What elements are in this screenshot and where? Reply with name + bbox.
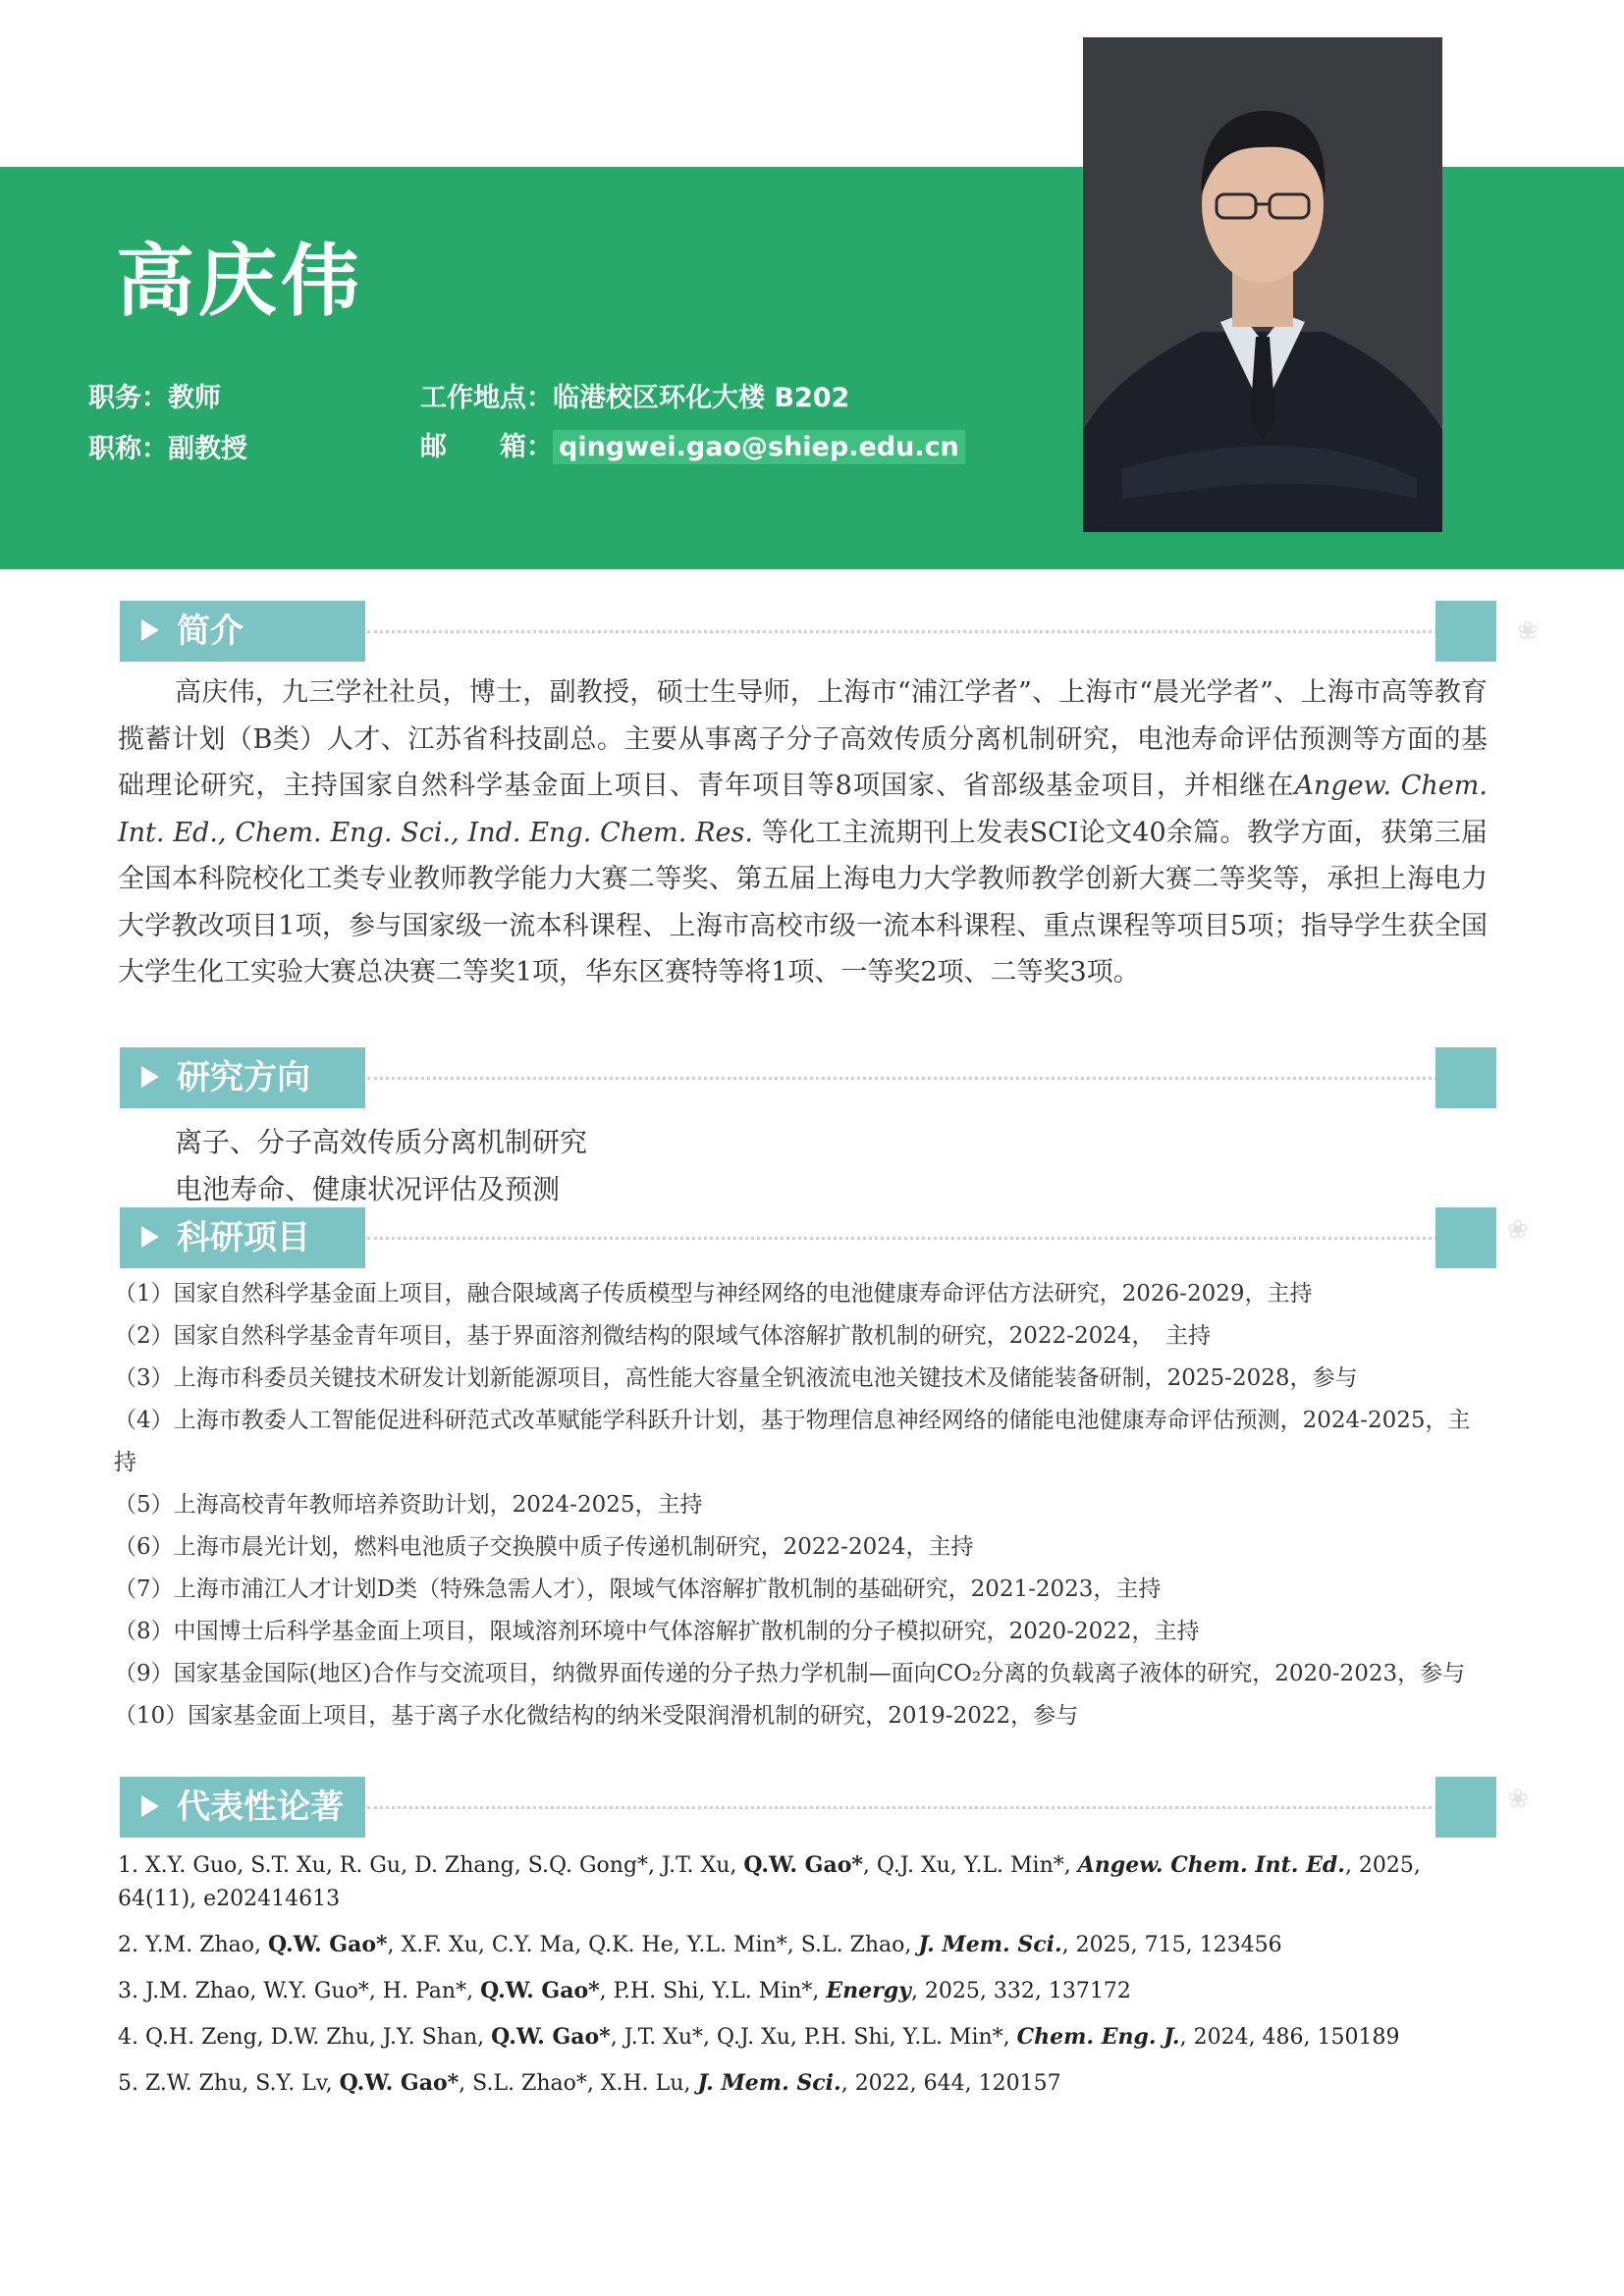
section-square-decor [1435,1207,1496,1268]
play-icon [141,1226,159,1248]
play-icon [141,619,159,641]
research-item: 电池寿命、健康状况评估及预测 [175,1173,561,1205]
dotted-divider [367,1077,1496,1080]
portrait-photo [1083,37,1442,532]
section-title-intro: 简介 [177,612,244,651]
person-name: 高庆伟 [116,236,363,327]
location-field [420,376,849,414]
intro-journals: Angew. Chem. Int. Ed., Chem. Eng. Sci., Ind. Eng. Chem. Res. [118,771,1488,848]
intro-paragraph: 高庆伟，九三学社社员，博士，副教授，硕士生导师，上海市“浦江学者”、上海市“晨光学者”、上海市高等教育揽蓄计划（B类）人才、江苏省科技副总。主要从事离子分子高效传质分离机制研究，电池寿命评估预测等方面的基础理论研究，主持国家自然科学基金面上项目、青年项目等8项国家、省部级基金项目，并相继在Angew. Chem. Int. Ed., Chem. Eng. Sci., Ind. Eng. Chem. Res. 等化工主流期刊上发表SCI论文40余篇。教学方面，获第三届全国本科院校化工类专业教师教学能力大赛二等奖、第五届上海电力大学教师教学创新大赛二等奖等，承担上海电力大学教改项目1项，参与国家级一流本科课程、上海市高校市级一流本科课程、重点课程等项目5项；指导学生获全国大学生化工实验大赛总决赛二等奖1项，华东区赛特等将1项、一等奖2项、二等奖3项。 [118,677,1488,988]
project-item: （10）国家基金面上项目，基于离子水化微结构的纳米受限润滑机制的研究，2019-2022，参与 [114,1703,1079,1729]
section-title-papers: 代表性论著 [177,1788,344,1827]
email-field [420,425,965,463]
location-label: 工作地点： [420,383,553,413]
project-item: （6）上海市晨光计划，燃料电池质子交换膜中质子传递机制研究，2022-2024，主持 [114,1534,974,1560]
watermark-icon: ❀ [1507,1785,1529,1814]
publication-item: 1. X.Y. Guo, S.T. Xu, R. Gu, D. Zhang, S.Q. Gong*, J.T. Xu, Q.W. Gao*, Q.J. Xu, Y.L. Min*, Angew. Chem. Int. Ed., 2025, 64(11), e202414613 [118,1852,1421,1911]
publication-item: 3. J.M. Zhao, W.Y. Guo*, H. Pan*, Q.W. Gao*, P.H. Shi, Y.L. Min*, Energy, 2025, 332, 137172 [118,1978,1131,2003]
publication-item: 2. Y.M. Zhao, Q.W. Gao*, X.F. Xu, C.Y. Ma, Q.K. He, Y.L. Min*, S.L. Zhao, J. Mem. Sci., 2025, 715, 123456 [118,1932,1282,1957]
title-value: 副教授 [168,434,247,464]
section-header-research [120,1047,1496,1108]
section-header-projects [120,1207,1496,1268]
play-icon [141,1066,159,1088]
publication-item: 4. Q.H. Zeng, D.W. Zhu, J.Y. Shan, Q.W. Gao*, J.T. Xu*, Q.J. Xu, P.H. Shi, Y.L. Min*, Chem. Eng. J., 2024, 486, 150189 [118,2024,1400,2050]
project-item: （2）国家自然科学基金青年项目，基于界面溶剂微结构的限域气体溶解扩散机制的研究，2022-2024， 主持 [114,1323,1211,1349]
section-label-intro [120,601,365,662]
duty-label: 职务： [88,383,168,413]
research-item: 离子、分子高效传质分离机制研究 [175,1126,588,1158]
dotted-divider [367,1237,1496,1240]
title-label: 职称： [88,434,168,464]
duty-value: 教师 [168,383,221,413]
duty-field [88,376,221,414]
section-label-projects [120,1207,365,1268]
project-item: （7）上海市浦江人才计划D类（特殊急需人才），限域气体溶解扩散机制的基础研究，2021-2023，主持 [114,1576,1162,1602]
project-item: （5）上海高校青年教师培养资助计划，2024-2025，主持 [114,1492,703,1518]
publication-list [118,1848,1492,2112]
watermark-icon: ❀ [1507,1215,1529,1245]
project-item: （9）国家基金国际(地区)合作与交流项目，纳微界面传递的分子热力学机制—面向CO₂分离的负载离子液体的研究，2020-2023，参与 [114,1661,1466,1686]
email-link[interactable]: qingwei.gao@shiep.edu.cn [553,430,965,464]
section-square-decor [1435,1777,1496,1838]
project-list [114,1273,1489,1737]
section-square-decor [1435,1047,1496,1108]
section-title-research: 研究方向 [177,1058,310,1097]
dotted-divider [367,1806,1496,1809]
title-field [88,427,247,465]
project-item: （4）上海市教委人工智能促进科研范式改革赋能学科跃升计划，基于物理信息神经网络的储能电池健康寿命评估预测，2024-2025，主持 [114,1408,1471,1475]
dotted-divider [367,630,1496,633]
section-title-projects: 科研项目 [177,1218,310,1257]
section-label-research [120,1047,365,1108]
project-item: （8）中国博士后科学基金面上项目，限域溶剂环境中气体溶解扩散机制的分子模拟研究，2020-2022，主持 [114,1619,1200,1644]
watermark-icon: ❀ [1517,616,1539,646]
section-square-decor [1435,601,1496,662]
location-value: 临港校区环化大楼 B202 [553,383,850,413]
email-label: 邮 箱： [420,432,553,462]
publication-item: 5. Z.W. Zhu, S.Y. Lv, Q.W. Gao*, S.L. Zhao*, X.H. Lu, J. Mem. Sci., 2022, 644, 120157 [118,2070,1061,2096]
project-item: （1）国家自然科学基金面上项目，融合限域离子传质模型与神经网络的电池健康寿命评估方法研究，2026-2029，主持 [114,1281,1313,1307]
project-item: （3）上海市科委员关键技术研发计划新能源项目，高性能大容量全钒液流电池关键技术及储能装备研制，2025-2028，参与 [114,1365,1358,1391]
section-header-papers [120,1777,1496,1838]
play-icon [141,1795,159,1817]
section-label-papers [120,1777,365,1838]
section-header-intro [120,601,1496,662]
